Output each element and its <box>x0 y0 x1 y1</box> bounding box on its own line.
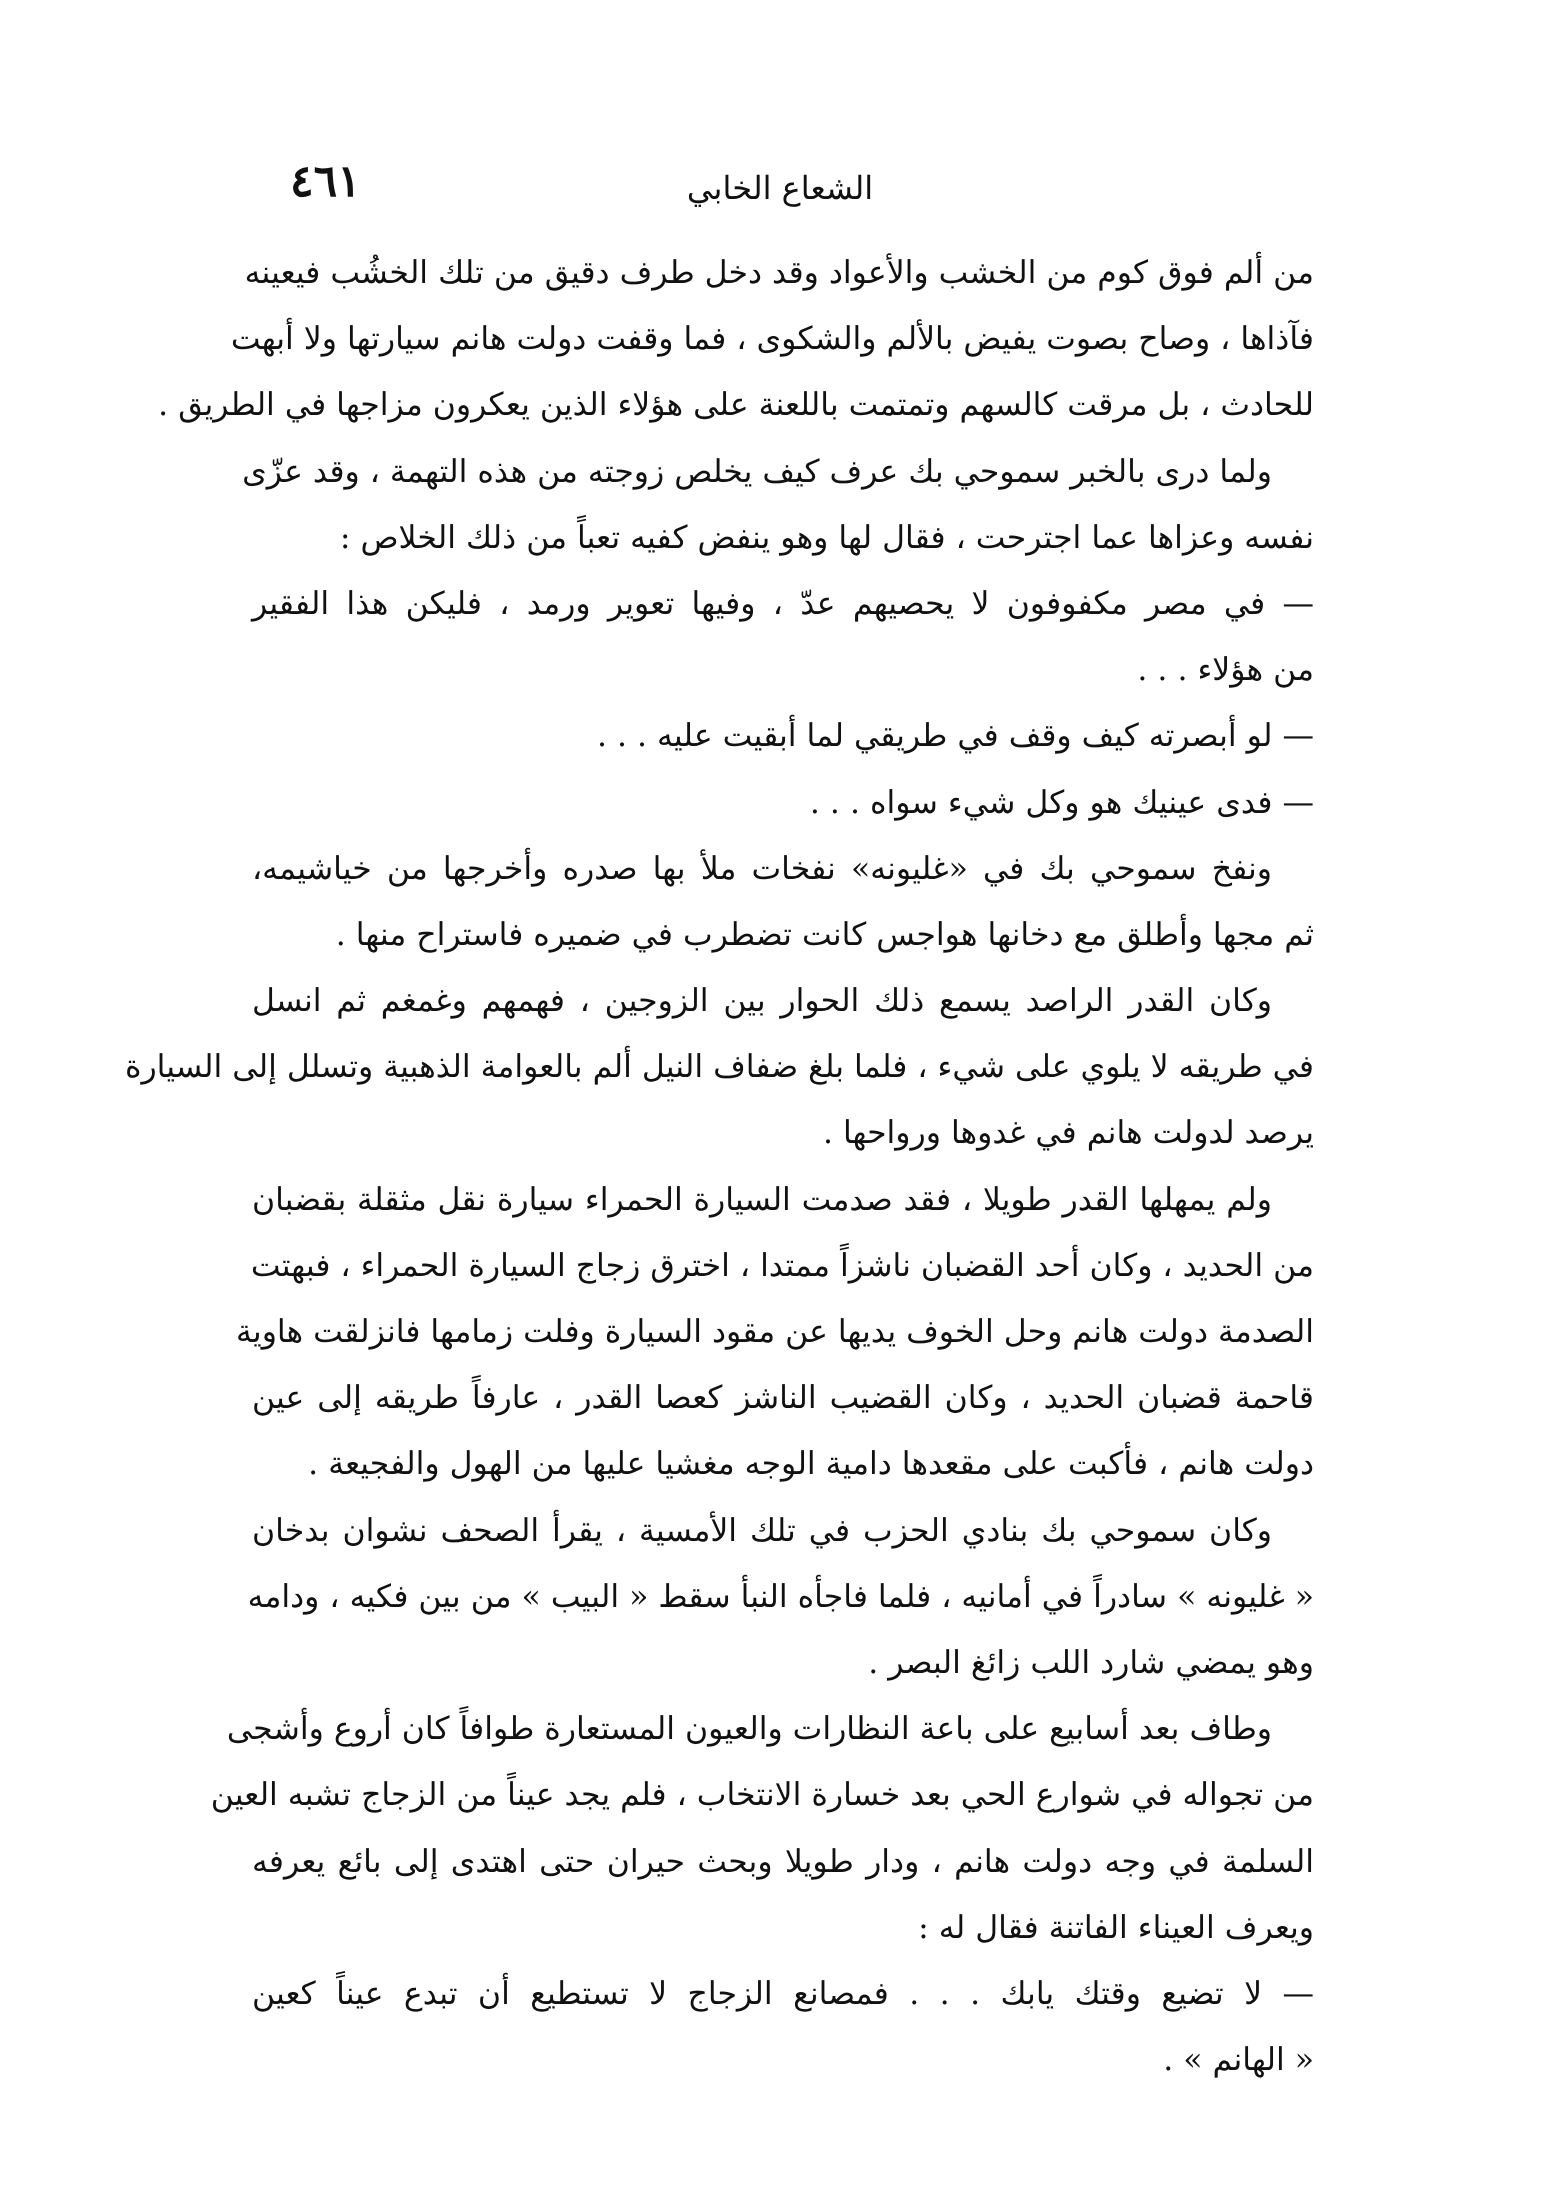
text-line: « غليونه » سادراً في أمانيه ، فلما فاجأه النبأ سقط « البيب » من بين فكيه ، ودامه <box>247 1578 1314 1615</box>
text-line: من تجواله في شوارع الحي بعد خسارة الانتخاب ، فلم يجد عيناً من الزجاج تشبه العين <box>210 1777 1314 1814</box>
dialogue-line: — في مصر مكفوفون لا يحصيهم عدّ ، وفيها تعوير ورمد ، فليكن هذا الفقير <box>252 585 1314 622</box>
text-line: من ألم فوق كوم من الخشب والأعواد وقد دخل طرف دقيق من تلك الخشُب فيعينه <box>244 255 1314 291</box>
text-line: ثم مجها وأطلق مع دخانها هواجس كانت تضطرب في ضميره فاستراح منها . <box>335 916 1314 953</box>
book-title: الشعاع الخابي <box>686 169 874 207</box>
dialogue-line: — لو أبصرته كيف وقف في طريقي لما أبقيت عليه . . . <box>596 718 1314 755</box>
text-line: في طريقه لا يلوي على شيء ، فلما بلغ ضفاف النيل ألم بالعوامة الذهبية وتسلل إلى السيارة <box>124 1049 1314 1086</box>
body-text <box>124 240 1314 2093</box>
text-line: للحادث ، بل مرقت كالسهم وتمتمت باللعنة على هؤلاء الذين يعكرون مزاجها في الطريق . <box>158 387 1314 424</box>
text-line: وطاف بعد أسابيع على باعة النظارات والعيون المستعارة طوافاً كان أروع وأشجى <box>226 1711 1272 1748</box>
text-line: ونفخ سموحي بك في «غليونه» نفخات ملأ بها صدره وأخرجها من خياشيمه، <box>252 850 1272 887</box>
text-line: « الهانم » . <box>1163 2042 1314 2079</box>
text-line: ولما درى بالخبر سموحي بك عرف كيف يخلص زوجته من هذه التهمة ، وقد عزّى <box>242 453 1272 490</box>
dialogue-line: — فدى عينيك هو وكل شيء سواه . . . <box>809 784 1314 821</box>
text-line: السلمة في وجه دولت هانم ، ودار طويلا وبحث حيران حتى اهتدى إلى بائع يعرفه <box>252 1843 1314 1880</box>
text-line: وهو يمضي شارد اللب زائغ البصر . <box>868 1644 1314 1681</box>
text-line: ويعرف العيناء الفاتنة فقال له : <box>918 1909 1314 1946</box>
text-line: وكان القدر الراصد يسمع ذلك الحوار بين الزوجين ، فهمهم وغمغم ثم انسل <box>252 983 1272 1020</box>
running-head <box>250 150 1310 210</box>
dialogue-line: — لا تضيع وقتك يابك . . . فمصانع الزجاج لا تستطيع أن تبدع عيناً كعين <box>252 1975 1314 2012</box>
text-line: فآذاها ، وصاح بصوت يفيض بالألم والشكوى ، فما وقفت دولت هانم سيارتها ولا أبهت <box>230 321 1314 358</box>
text-line: قاحمة قضبان الحديد ، وكان القضيب الناشز كعصا القدر ، عارفاً طريقه إلى عين <box>252 1380 1314 1417</box>
text-line: نفسه وعزاها عما اجترحت ، فقال لها وهو ينفض كفيه تعباً من ذلك الخلاص : <box>339 519 1314 556</box>
text-line: من الحديد ، وكان أحد القضبان ناشزاً ممتدا ، اخترق زجاج السيارة الحمراء ، فبهتت <box>250 1247 1314 1284</box>
text-line: يرصد لدولت هانم في غدوها ورواحها . <box>822 1115 1314 1152</box>
page-number: ٤٦١ <box>290 156 361 207</box>
text-line: الصدمة دولت هانم وحل الخوف يديها عن مقود السيارة وفلت زمامها فانزلقت هاوية <box>236 1314 1314 1350</box>
text-line: ولم يمهلها القدر طويلا ، فقد صدمت السيارة الحمراء سيارة نقل مثقلة بقضبان <box>252 1181 1272 1218</box>
text-line: دولت هانم ، فأكبت على مقعدها دامية الوجه مغشيا عليها من الهول والفجيعة . <box>308 1446 1314 1483</box>
text-line: من هؤلاء . . . <box>1137 652 1314 689</box>
text-line: وكان سموحي بك بنادي الحزب في تلك الأمسية ، يقرأ الصحف نشوان بدخان <box>252 1512 1272 1549</box>
